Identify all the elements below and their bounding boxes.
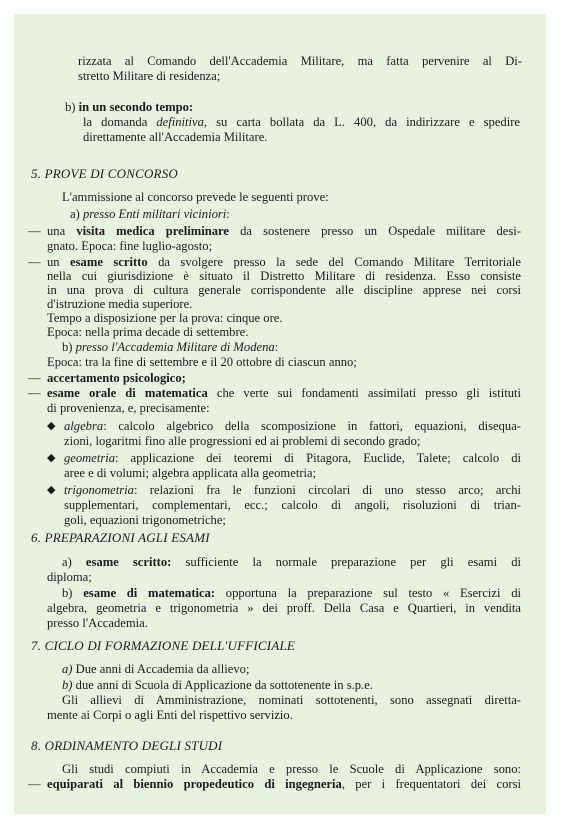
- dash: —: [28, 371, 41, 385]
- s5-trig-line-2: supplementari, complementari, ecc.; calcolo di angoli, risoluzioni di trian-: [64, 498, 521, 512]
- s5-geometria-line-2: aree e di volumi; algebra applicata alla geometria;: [64, 466, 317, 480]
- section-title-6: 6. PREPARAZIONI AGLI ESAMI: [31, 530, 210, 545]
- section-title-5: 5. PROVE DI CONCORSO: [31, 166, 178, 181]
- s5-trig-line-3: goli, equazioni trigonometriche;: [64, 513, 226, 527]
- intro-line-1: rizzata al Comando dell'Accademia Militare, ma fatta pervenire al Di-: [78, 54, 522, 68]
- s5-scritto-line-4: d'istruzione media superiore.: [47, 297, 193, 311]
- s8-p1: Gli studi compiuti in Accademia e presso le Scuole di Applicazione sono:: [62, 762, 521, 776]
- intro-line-2: stretto Militare di residenza;: [78, 69, 221, 83]
- s8-p2: equiparati al biennio propedeutico di ingegneria, per i frequentatori dei corsi: [47, 777, 522, 791]
- diamond-bullet-icon: ◆: [47, 420, 56, 432]
- s5-orale-line-2: di provenienza, e, precisamente:: [47, 401, 210, 415]
- s5-orale-line-1: esame orale di matematica che verte sui fondamenti assimilati presso gli istituti: [47, 386, 521, 400]
- diamond-bullet-icon: ◆: [47, 452, 56, 464]
- s5-a-heading: a) presso Enti militari viciniori:: [70, 207, 230, 221]
- s6-a-line-2: diploma;: [47, 570, 92, 584]
- second-time-heading: [65, 100, 193, 114]
- s5-trig-line-1: trigonometria: relazioni fra le funzioni circolari di uno stesso arco; archi: [64, 483, 521, 497]
- s5-geometria-line-1: geometria: applicazione dei teoremi di Pitagora, Euclide, Talete; calcolo di: [64, 451, 521, 465]
- s6-a-line-1: a) esame scritto: sufficiente la normale preparazione per gli esami di: [62, 555, 521, 569]
- s7-p1: Gli allievi di Amministrazione, nominati sottotenenti, sono assegnati diretta-: [62, 693, 521, 707]
- s7-p2: mente ai Corpi o agli Enti del rispettivo servizio.: [47, 708, 293, 722]
- s5-epoca: Epoca: nella prima decade di settembre.: [47, 325, 249, 339]
- dash: —: [28, 386, 41, 400]
- s5-b-epoca: Epoca: tra la fine di settembre e il 20 ottobre di ciascun anno;: [47, 355, 357, 369]
- s5-visita-line-2: gnato. Epoca: fine luglio-agosto;: [47, 239, 213, 253]
- second-time-text-2: direttamente all'Accademia Militare.: [83, 130, 268, 144]
- s6-b-line-2: algebra, geometria e trigonometria » dei proff. Della Casa e Quartieri, in vendita: [47, 601, 521, 615]
- s5-psico: accertamento psicologico;: [47, 371, 186, 385]
- s5-visita-line-1: una visita medica preliminare da sostenere presso un Ospedale militare desi-: [47, 224, 521, 238]
- s5-algebra-line-1: algebra: calcolo algebrico della scomposizione in fattori, equazioni, disequa-: [64, 419, 521, 433]
- section-title-8: 8. ORDINAMENTO DEGLI STUDI: [31, 738, 223, 753]
- s7-b: b) due anni di Scuola di Applicazione da sottotenente in s.p.e.: [62, 678, 373, 692]
- list-marker: b): [65, 100, 76, 114]
- s6-b-line-1: b) esame di matematica: opportuna la preparazione sul testo « Esercizi di: [62, 586, 521, 600]
- dash: —: [28, 255, 41, 269]
- dash: —: [28, 777, 41, 791]
- diamond-bullet-icon: ◆: [47, 484, 56, 496]
- second-time-text-1: la domanda definitiva, su carta bollata da L. 400, da indirizzare e spedire: [83, 115, 520, 129]
- s6-b-line-3: presso l'Accademia.: [47, 616, 148, 630]
- s5-b-heading: b) presso l'Accademia Militare di Modena:: [62, 340, 279, 354]
- s5-scritto-line-3: in una prova di cultura generale corrispondente alle discipline apprese nei corsi: [47, 283, 521, 297]
- document-page: [14, 14, 546, 814]
- s5-intro: L'ammissione al concorso prevede le seguenti prove:: [62, 190, 329, 204]
- s5-algebra-line-2: zioni, logaritmi fino alle progressioni ed ai problemi di secondo grado;: [64, 434, 421, 448]
- dash: —: [28, 224, 41, 238]
- s5-scritto-line-2: nella cui giurisdizione è situato il Distretto Militare di residenza. Esso consiste: [47, 269, 521, 283]
- section-title-7: 7. CICLO DI FORMAZIONE DELL'UFFICIALE: [31, 638, 296, 653]
- s5-tempo: Tempo a disposizione per la prova: cinque ore.: [47, 311, 283, 325]
- s5-scritto-line-1: un esame scritto da svolgere presso la sede del Comando Militare Territoriale: [47, 255, 522, 269]
- second-time-label: in un secondo tempo:: [78, 100, 194, 114]
- s7-a: a) Due anni di Accademia da allievo;: [62, 662, 250, 676]
